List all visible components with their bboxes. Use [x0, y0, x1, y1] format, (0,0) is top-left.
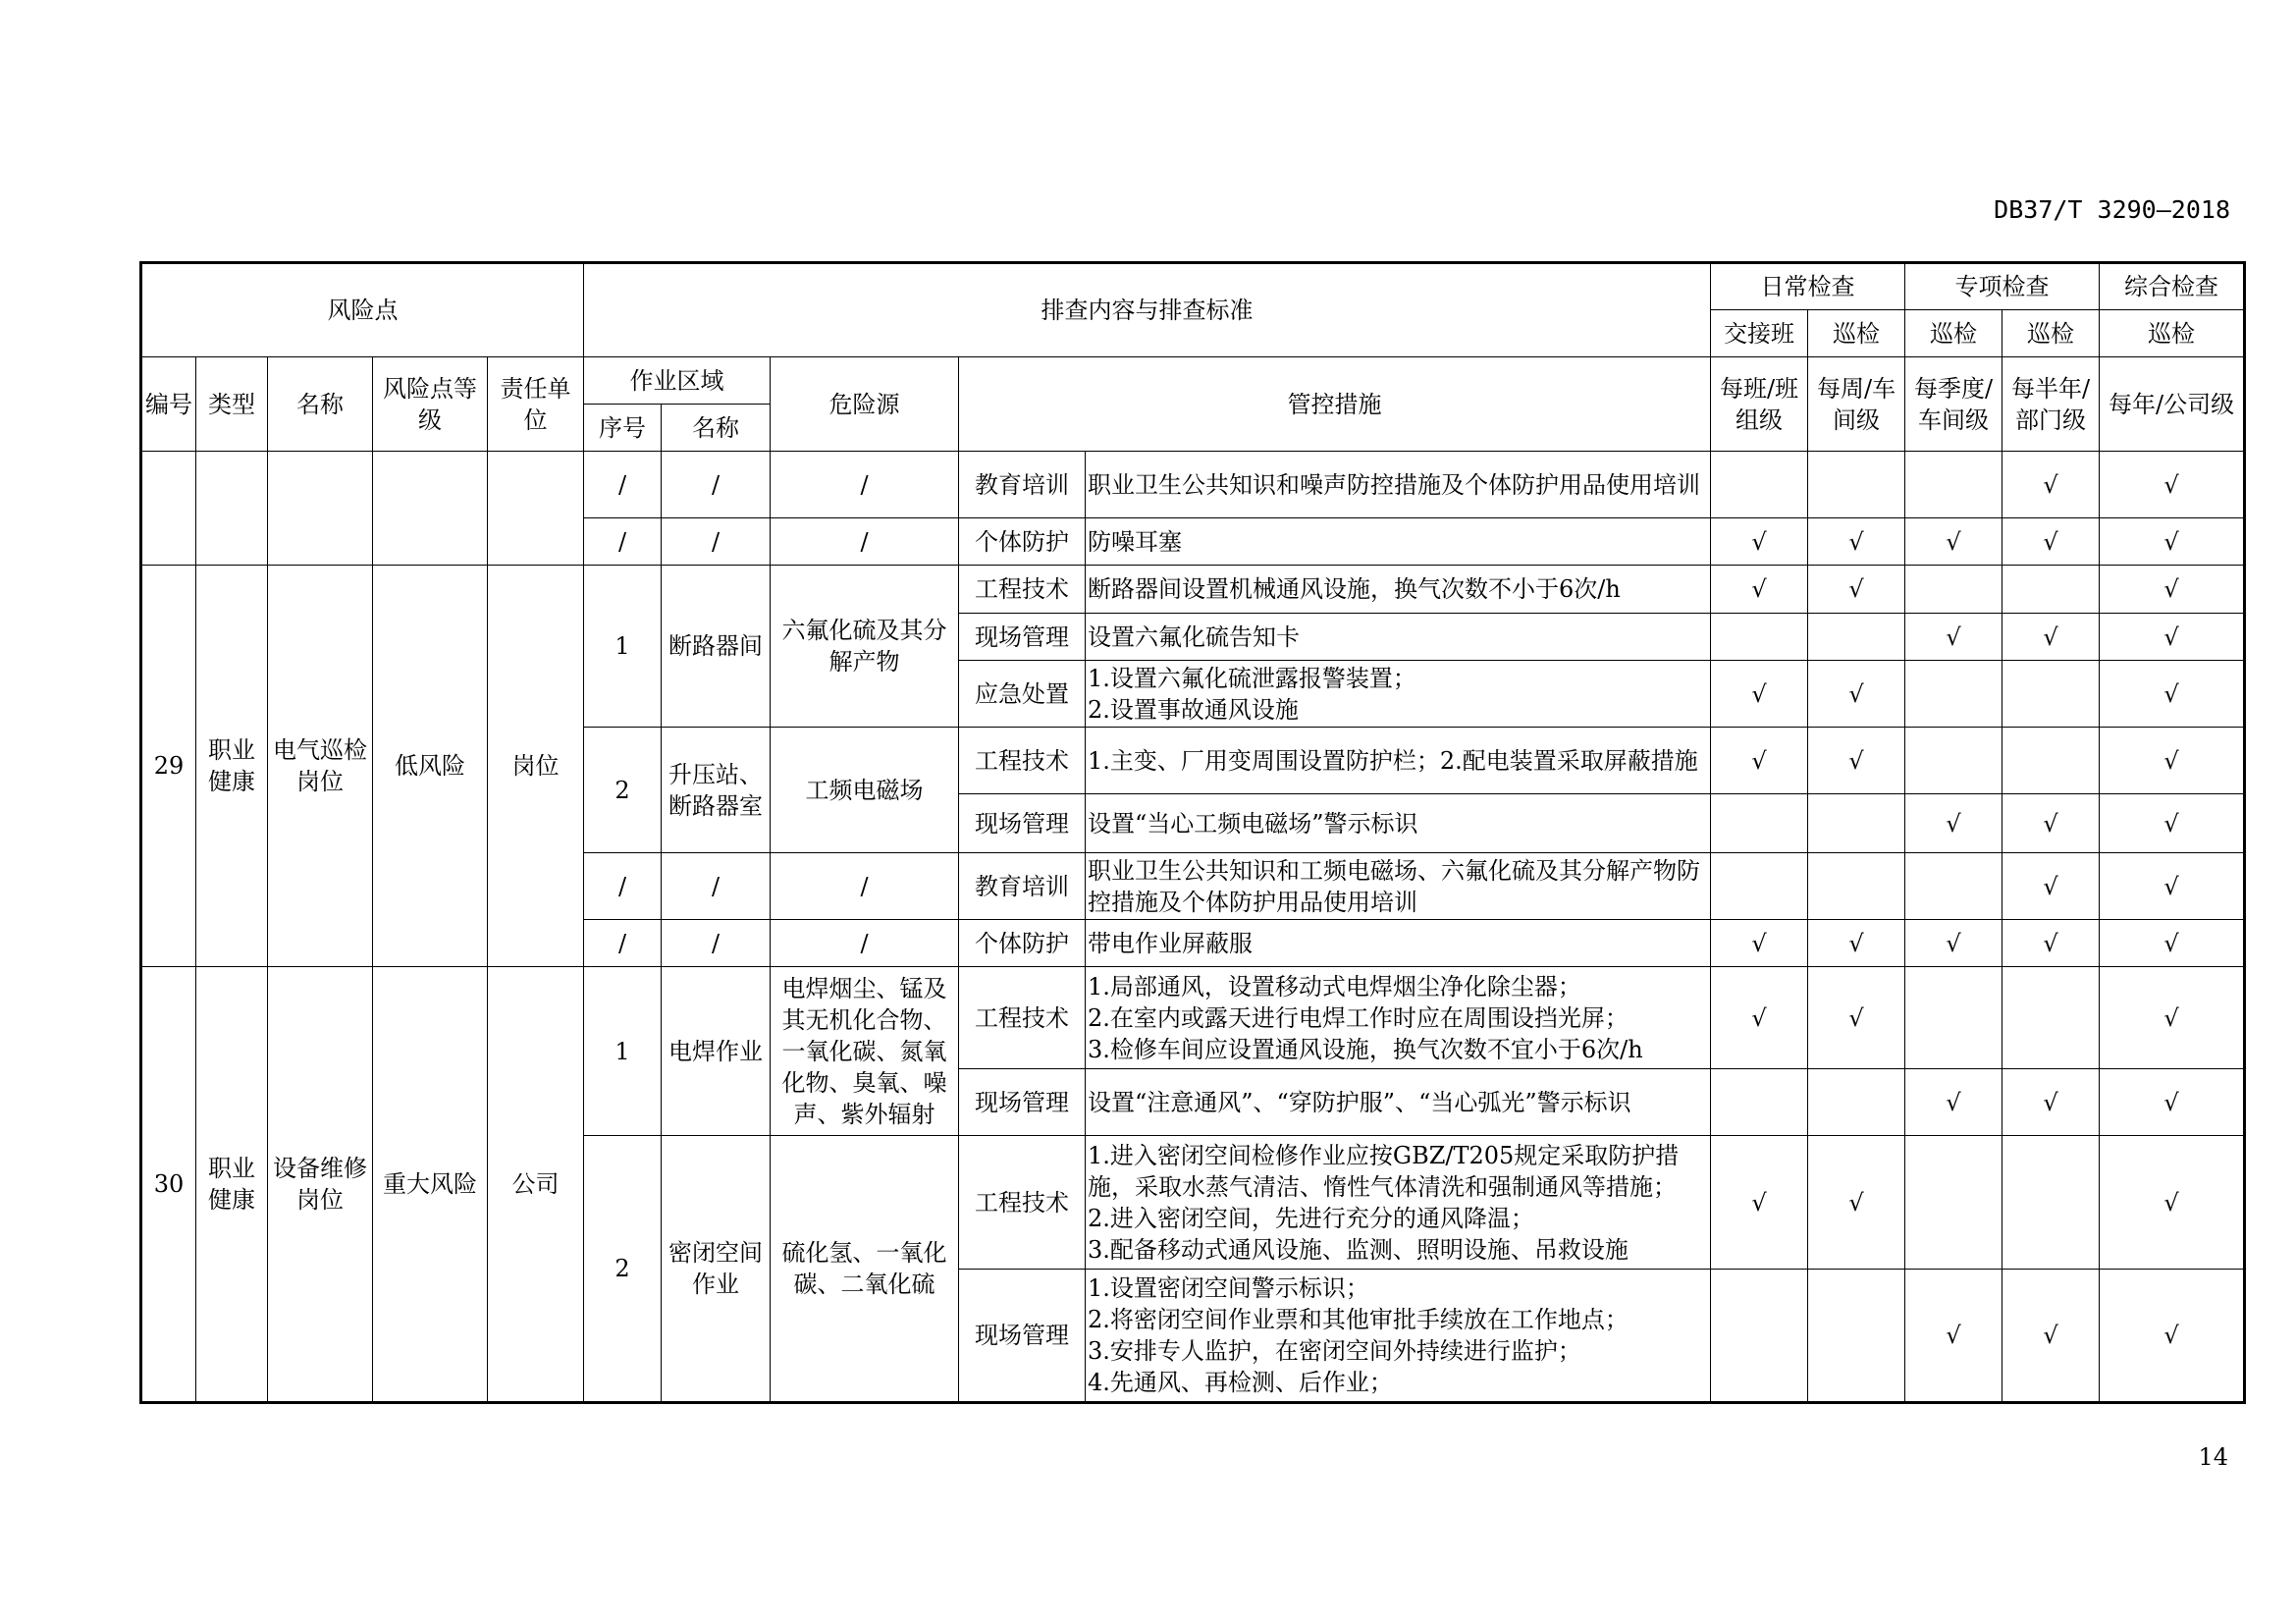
check-cell	[1711, 853, 1808, 920]
check-cell	[1711, 1270, 1808, 1403]
control-category: 个体防护	[959, 920, 1086, 967]
check-mark: √	[2100, 920, 2245, 967]
col-hazard-header: 危险源	[771, 357, 959, 452]
check-cell	[2002, 967, 2100, 1069]
check-cell	[1711, 794, 1808, 853]
control-measure: 职业卫生公共知识和噪声防控措施及个体防护用品使用培训	[1086, 452, 1711, 518]
risk-checklist-table	[139, 261, 2246, 1404]
check-mark: √	[1711, 1136, 1808, 1270]
check-mark: √	[2100, 518, 2245, 566]
area-seq: 2	[584, 1136, 662, 1403]
control-category: 现场管理	[959, 1069, 1086, 1136]
check-mark: √	[2002, 1069, 2100, 1136]
slash-mark: /	[584, 853, 662, 920]
area-seq: 2	[584, 728, 662, 853]
check-mark: √	[2100, 967, 2245, 1069]
slash-mark: /	[584, 452, 662, 518]
page-number: 14	[2198, 1443, 2228, 1471]
check-mark: √	[1808, 661, 1905, 728]
patrol-header: 巡检	[1905, 310, 2002, 357]
check-mark: √	[2002, 518, 2100, 566]
check-mark: √	[2100, 614, 2245, 661]
control-measure: 设置“当心工频电磁场”警示标识	[1086, 794, 1711, 853]
entry-type: 职业健康	[196, 566, 268, 967]
area-name: 断路器间	[662, 566, 771, 728]
slash-mark: /	[771, 452, 959, 518]
check-mark: √	[2002, 614, 2100, 661]
check-cell	[2002, 566, 2100, 614]
check-mark: √	[1711, 566, 1808, 614]
entry-unit: 公司	[488, 967, 584, 1403]
check-cell	[1905, 661, 2002, 728]
check-mark: √	[1905, 1069, 2002, 1136]
col-type-header: 类型	[196, 357, 268, 452]
slash-mark: /	[662, 452, 771, 518]
cell-empty	[373, 452, 488, 566]
check-cell	[1905, 1136, 2002, 1270]
risk-point-header: 风险点	[141, 263, 584, 357]
measure-line: 2.设置事故通风设施	[1088, 695, 1299, 724]
control-measure: 断路器间设置机械通风设施，换气次数不小于6次/h	[1086, 566, 1711, 614]
freq-shift-header: 每班/班组级	[1711, 357, 1808, 452]
patrol-header: 巡检	[2002, 310, 2100, 357]
cell-empty	[268, 452, 373, 566]
table-row	[141, 967, 2245, 1069]
patrol-header: 巡检	[1808, 310, 1905, 357]
check-cell	[1711, 1069, 1808, 1136]
measure-line: 2.将密闭空间作业票和其他审批手续放在工作地点；	[1088, 1306, 1629, 1333]
control-measure	[1086, 967, 1711, 1069]
freq-weekly-header: 每周/车间级	[1808, 357, 1905, 452]
hazard-source: 硫化氢、一氧化碳、二氧化硫	[771, 1136, 959, 1403]
check-cell	[1808, 853, 1905, 920]
control-measure: 职业卫生公共知识和工频电磁场、六氟化硫及其分解产物防控措施及个体防护用品使用培训	[1086, 853, 1711, 920]
check-cell	[2002, 1136, 2100, 1270]
check-mark: √	[1808, 1136, 1905, 1270]
measure-line: 3.配备移动式通风设施、监测、照明设施、吊救设施	[1088, 1235, 1629, 1264]
freq-quarterly-header: 每季度/车间级	[1905, 357, 2002, 452]
measure-line: 3.安排专人监护，在密闭空间外持续进行监护；	[1088, 1337, 1581, 1365]
measure-line: 1.局部通风，设置移动式电焊烟尘净化除尘器；	[1088, 972, 1581, 1001]
special-check-header: 专项检查	[1905, 263, 2100, 310]
col-unit-header: 责任单位	[488, 357, 584, 452]
slash-mark: /	[584, 518, 662, 566]
col-seq-header: 序号	[584, 405, 662, 452]
check-mark: √	[1905, 920, 2002, 967]
control-category: 现场管理	[959, 1270, 1086, 1403]
check-cell	[1808, 1270, 1905, 1403]
measure-line: 1.设置密闭空间警示标识；	[1088, 1274, 1369, 1302]
patrol-header: 巡检	[2100, 310, 2245, 357]
control-category: 应急处置	[959, 661, 1086, 728]
entry-level: 低风险	[373, 566, 488, 967]
header-row	[141, 357, 2245, 405]
cell-empty	[141, 452, 196, 566]
slash-mark: /	[662, 920, 771, 967]
check-mark: √	[2100, 728, 2245, 794]
check-cell	[1905, 853, 2002, 920]
check-mark: √	[1808, 967, 1905, 1069]
shift-handover-header: 交接班	[1711, 310, 1808, 357]
check-mark: √	[2002, 853, 2100, 920]
freq-halfyear-header: 每半年/部门级	[2002, 357, 2100, 452]
slash-mark: /	[662, 518, 771, 566]
control-measure: 设置“注意通风”、“穿防护服”、“当心弧光”警示标识	[1086, 1069, 1711, 1136]
entry-type: 职业健康	[196, 967, 268, 1403]
control-measure: 1.主变、厂用变周围设置防护栏；2.配电装置采取屏蔽措施	[1086, 728, 1711, 794]
check-mark: √	[1905, 794, 2002, 853]
col-name-header: 名称	[268, 357, 373, 452]
cell-empty	[196, 452, 268, 566]
area-seq: 1	[584, 967, 662, 1136]
check-mark: √	[2002, 1270, 2100, 1403]
check-mark: √	[1711, 661, 1808, 728]
control-category: 工程技术	[959, 1136, 1086, 1270]
measure-line: 2.在室内或露天进行电焊工作时应在周围设挡光屏；	[1088, 1003, 1629, 1032]
check-cell	[1905, 452, 2002, 518]
area-name: 电焊作业	[662, 967, 771, 1136]
hazard-source: 六氟化硫及其分解产物	[771, 566, 959, 728]
check-cell	[2002, 728, 2100, 794]
check-mark: √	[1711, 518, 1808, 566]
check-mark: √	[1808, 566, 1905, 614]
comprehensive-check-header: 综合检查	[2100, 263, 2245, 310]
measure-line: 2.进入密闭空间，先进行充分的通风降温；	[1088, 1204, 1534, 1232]
cell-empty	[488, 452, 584, 566]
control-category: 教育培训	[959, 853, 1086, 920]
measure-line: 3.检修车间应设置通风设施，换气次数不宜小于6次/h	[1088, 1035, 1643, 1063]
slash-mark: /	[771, 920, 959, 967]
check-cell	[1905, 967, 2002, 1069]
entry-unit: 岗位	[488, 566, 584, 967]
check-mark: √	[2100, 853, 2245, 920]
check-cell	[1905, 728, 2002, 794]
col-control-header: 管控措施	[959, 357, 1711, 452]
check-mark: √	[2100, 794, 2245, 853]
table-row	[141, 452, 2245, 518]
check-cell	[1808, 1069, 1905, 1136]
check-mark: √	[2100, 1136, 2245, 1270]
check-cell	[2002, 661, 2100, 728]
check-mark: √	[2100, 661, 2245, 728]
entry-level: 重大风险	[373, 967, 488, 1403]
check-cell	[1905, 566, 2002, 614]
check-mark: √	[1711, 967, 1808, 1069]
check-mark: √	[2002, 920, 2100, 967]
slash-mark: /	[771, 518, 959, 566]
control-measure: 带电作业屏蔽服	[1086, 920, 1711, 967]
control-measure	[1086, 661, 1711, 728]
control-measure	[1086, 1136, 1711, 1270]
measure-line: 1.设置六氟化硫泄露报警装置；	[1088, 664, 1416, 692]
control-category: 现场管理	[959, 614, 1086, 661]
entry-id: 29	[141, 566, 196, 967]
check-mark: √	[1905, 1270, 2002, 1403]
check-mark: √	[1905, 614, 2002, 661]
freq-yearly-header: 每年/公司级	[2100, 357, 2245, 452]
check-mark: √	[2100, 566, 2245, 614]
check-mark: √	[1808, 728, 1905, 794]
area-name: 密闭空间作业	[662, 1136, 771, 1403]
entry-name: 电气巡检岗位	[268, 566, 373, 967]
area-name: 升压站、断路器室	[662, 728, 771, 853]
check-mark: √	[2100, 1270, 2245, 1403]
check-mark: √	[1711, 728, 1808, 794]
slash-mark: /	[584, 920, 662, 967]
col-area-name-header: 名称	[662, 405, 771, 452]
check-mark: √	[2002, 794, 2100, 853]
control-category: 工程技术	[959, 967, 1086, 1069]
control-category: 工程技术	[959, 566, 1086, 614]
slash-mark: /	[771, 853, 959, 920]
control-measure: 防噪耳塞	[1086, 518, 1711, 566]
control-category: 个体防护	[959, 518, 1086, 566]
check-mark: √	[2100, 1069, 2245, 1136]
entry-name: 设备维修岗位	[268, 967, 373, 1403]
check-cell	[1711, 614, 1808, 661]
measure-line: 4.先通风、再检测、后作业；	[1088, 1369, 1393, 1396]
table-row	[141, 566, 2245, 614]
col-work-area-header: 作业区域	[584, 357, 771, 405]
control-measure: 设置六氟化硫告知卡	[1086, 614, 1711, 661]
control-category: 工程技术	[959, 728, 1086, 794]
check-cell	[1808, 452, 1905, 518]
control-category: 现场管理	[959, 794, 1086, 853]
check-mark: √	[2002, 452, 2100, 518]
entry-id: 30	[141, 967, 196, 1403]
check-mark: √	[1808, 920, 1905, 967]
area-seq: 1	[584, 566, 662, 728]
criteria-header: 排查内容与排查标准	[584, 263, 1711, 357]
daily-check-header: 日常检查	[1711, 263, 1905, 310]
check-mark: √	[1905, 518, 2002, 566]
header-row	[141, 263, 2245, 310]
measure-line: 1.进入密闭空间检修作业应按GBZ/T205规定采取防护措施，采取水蒸气清洁、惰性气体清洗和强制通风等措施；	[1088, 1141, 1680, 1201]
control-measure	[1086, 1270, 1711, 1403]
check-cell	[1808, 614, 1905, 661]
control-category: 教育培训	[959, 452, 1086, 518]
col-id-header: 编号	[141, 357, 196, 452]
check-cell	[1711, 452, 1808, 518]
check-mark: √	[1711, 920, 1808, 967]
check-cell	[1808, 794, 1905, 853]
check-mark: √	[2100, 452, 2245, 518]
hazard-source: 电焊烟尘、锰及其无机化合物、一氧化碳、氮氧化物、臭氧、噪声、紫外辐射	[771, 967, 959, 1136]
check-mark: √	[1808, 518, 1905, 566]
slash-mark: /	[662, 853, 771, 920]
hazard-source: 工频电磁场	[771, 728, 959, 853]
document-code: DB37/T 3290—2018	[1994, 195, 2230, 224]
col-level-header: 风险点等级	[373, 357, 488, 452]
